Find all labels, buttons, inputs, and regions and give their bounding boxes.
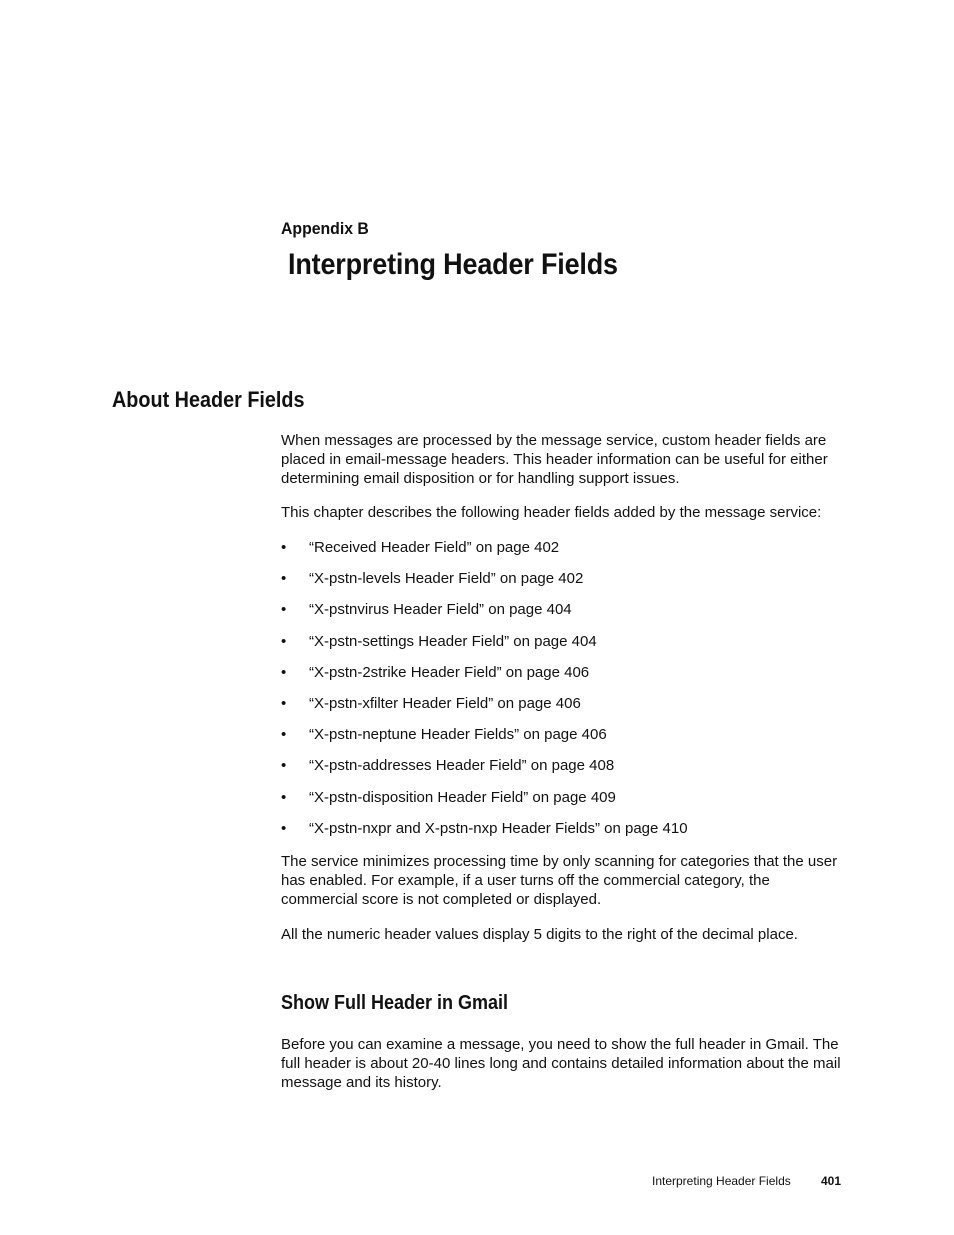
bullet-marker: • (281, 694, 287, 712)
list-item (281, 725, 688, 756)
page-footer (652, 1174, 842, 1188)
gmail-header-paragraph: Before you can examine a message, you need to show the full header in Gmail. The full header is about 20-40 lines long and contains detailed information about the mail message and its history. (281, 1036, 841, 1091)
list-item-text: “X-pstnvirus Header Field” on page 404 (309, 601, 572, 619)
list-item-text: “X-pstn-settings Header Field” on page 404 (309, 632, 597, 650)
list-item-text: “X-pstn-disposition Header Field” on page 409 (309, 788, 616, 806)
list-item-text: “X-pstn-2strike Header Field” on page 406 (309, 663, 590, 681)
chapter-title: Interpreting Header Fields (288, 248, 618, 281)
list-item-text: “X-pstn-levels Header Field” on page 402 (309, 570, 584, 588)
appendix-label: Appendix B (281, 219, 369, 238)
bullet-marker: • (281, 726, 287, 744)
bullet-marker: • (281, 788, 287, 806)
bullet-marker: • (281, 819, 287, 837)
header-field-list (281, 538, 688, 850)
list-item (281, 663, 688, 694)
list-item (281, 569, 688, 600)
list-intro-paragraph: This chapter describes the following header fields added by the message service: (281, 504, 822, 521)
list-item (281, 632, 688, 663)
list-item (281, 819, 688, 850)
bullet-marker: • (281, 539, 287, 556)
bullet-marker: • (281, 601, 287, 619)
subsection-heading-show-full-header: Show Full Header in Gmail (281, 992, 509, 1014)
list-item (281, 600, 688, 631)
list-item (281, 538, 688, 569)
list-item-text: “X-pstn-addresses Header Field” on page 408 (309, 757, 615, 775)
processing-paragraph: The service minimizes processing time by only scanning for categories that the user has enabled. For example, if a user turns off the commercial category, the commercial score is not completed or displayed. (281, 853, 838, 908)
numeric-values-paragraph: All the numeric header values display 5 digits to the right of the decimal place. (281, 926, 798, 943)
list-item-text: “Received Header Field” on page 402 (309, 539, 560, 556)
list-item (281, 788, 688, 819)
list-item-text: “X-pstn-neptune Header Fields” on page 406 (309, 726, 607, 744)
list-item (281, 756, 688, 787)
list-item (281, 694, 688, 725)
list-item-text: “X-pstn-nxpr and X-pstn-nxp Header Fields” on page 410 (309, 819, 688, 837)
intro-paragraph: When messages are processed by the message service, custom header fields are placed in email-message headers. This header information can be useful for either determining email disposition or for handling support issues. (281, 432, 828, 487)
section-heading-about-header-fields: About Header Fields (112, 387, 305, 412)
list-item-text: “X-pstn-xfilter Header Field” on page 406 (309, 694, 581, 712)
bullet-marker: • (281, 632, 287, 650)
bullet-marker: • (281, 663, 287, 681)
bullet-marker: • (281, 570, 287, 588)
page-number: 401 (821, 1174, 842, 1188)
footer-running-title: Interpreting Header Fields (652, 1174, 791, 1188)
bullet-marker: • (281, 757, 287, 775)
